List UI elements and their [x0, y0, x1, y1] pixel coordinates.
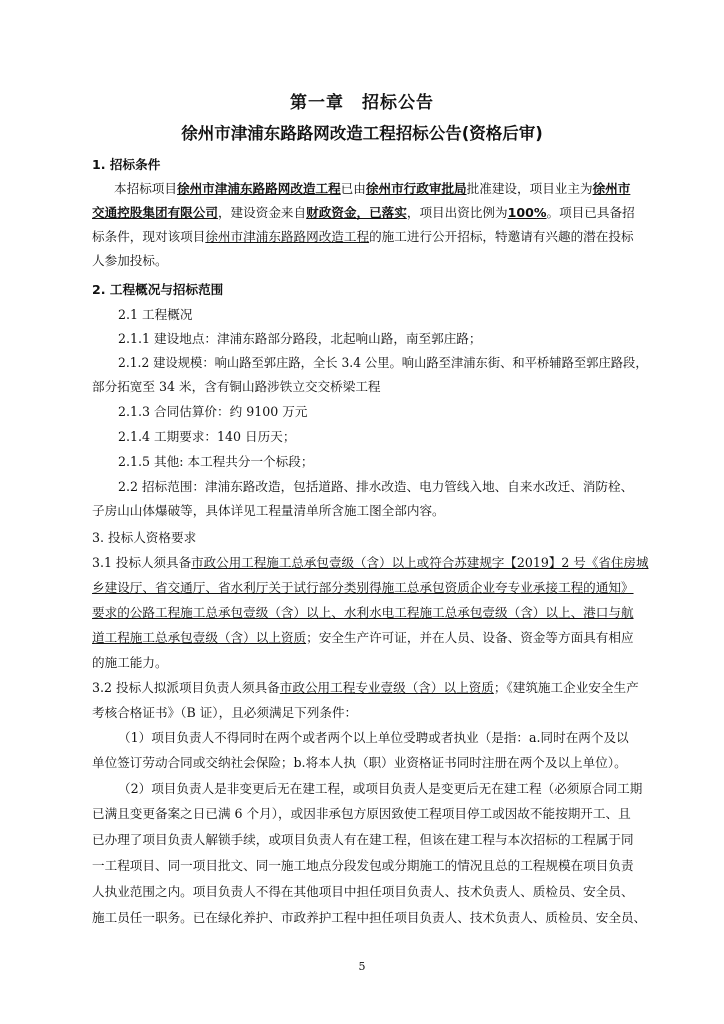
section-2-heading: 2. 工程概况与招标范围 [92, 282, 224, 297]
condition-2-line-5: 人执业范围之内。项目负责人不得在其他项目中担任项目负责人、技术负责人、质检员、安全员、 [92, 884, 634, 899]
section-3-heading: 3. 投标人资格要求 [92, 530, 197, 545]
condition-2-line-2: 已满且变更备案之日已满 6 个月），或因非承包方原因致使工程项目停工或因故不能按期开工、且 [92, 806, 631, 821]
text: 的施工进行公开招标，特邀请有兴趣的潜在投标 [369, 229, 634, 244]
section-3-1-line-5: 的施工能力。 [92, 655, 168, 670]
chapter-number: 第一章 [290, 93, 344, 113]
text: 批准建设，项目业主为 [466, 181, 593, 196]
section-2-2: 2.2 招标范围：津浦东路改造，包括道路、排水改造、电力管线入地、自来水改迁、消防栓、 [118, 479, 634, 494]
condition-2-line-4: 一工程项目、同一项目批文、同一施工地点分段发包或分期施工的情况且总的工程规模在项目负责 [92, 858, 634, 873]
project-name: 徐州市津浦东路路网改造工程 [176, 181, 341, 196]
section-2-1-2-cont: 部分拓宽至 34 米，含有铜山路涉铁立交交桥梁工程 [92, 379, 381, 394]
section-1-line-4: 人参加投标。 [92, 253, 168, 268]
qualification-text: 市政公用工程施工总承包壹级（含）以上或符合苏建规字【2019】2 号《省住房城 [191, 555, 649, 570]
section-1-heading: 1. 招标条件 [92, 157, 161, 172]
condition-1-line-2: 单位签订劳动合同或交纳社会保险；b.将本人执（职）业资格证书同时注册在两个及以上单位）。 [92, 755, 627, 770]
funding-ratio: 100% [507, 205, 547, 220]
condition-2-line-6: 施工员任一职务。已在绿化养护、市政养护工程中担任项目负责人、技术负责人、质检员、安全员、 [92, 910, 647, 925]
section-1-line-3 [92, 229, 634, 245]
section-2-1: 2.1 工程概况 [118, 307, 193, 322]
section-3-1-line-4 [92, 630, 634, 646]
text: ，项目出资比例为 [406, 205, 508, 220]
approval-authority: 徐州市行政审批局 [365, 181, 467, 196]
qualification-text: 道工程施工总承包壹级（含）以上资质 [92, 630, 307, 645]
text: 3.2 投标人拟派项目负责人须具备 [92, 680, 280, 695]
section-2-1-1: 2.1.1 建设地点：津浦东路部分路段，北起响山路，南至郭庄路； [118, 331, 482, 346]
manager-qualification: 市政公用工程专业壹级（含）以上资质 [279, 680, 494, 695]
text: ；安全生产许可证，并在人员、设备、资金等方面具有相应 [306, 630, 634, 645]
page-number: 5 [358, 960, 366, 973]
section-2-1-3: 2.1.3 合同估算价：约 9100 万元 [118, 404, 308, 419]
notice-title: 徐州市津浦东路路网改造工程招标公告(资格后审) [181, 124, 543, 143]
section-2-1-4: 2.1.4 工期要求：140 日历天； [118, 429, 296, 444]
chapter-title [0, 88, 724, 113]
owner-name-part1: 徐州市 [592, 181, 631, 196]
section-3-2-line-2: 考核合格证书》（B 证），且必须满足下列条件： [92, 705, 358, 720]
text: ；《建筑施工企业安全生产 [493, 680, 639, 695]
condition-2-line-3: 已办理了项目负责人解锁手续，或项目负责人有在建工程，但该在建工程与本次招标的工程属于同 [92, 832, 634, 847]
text: 3.1 投标人须具备 [92, 555, 192, 570]
section-3-2-line-1 [92, 680, 639, 696]
section-3-1-line-1 [92, 555, 648, 571]
condition-1-line-1: （1）项目负责人不得同时在两个或者两个以上单位受聘或者执业（是指：a.同时在两个及以 [118, 730, 629, 745]
section-2-2-cont: 子房山山体爆破等，具体详见工程量清单所含施工图全部内容。 [92, 503, 445, 518]
text: 标条件，现对该项目 [92, 229, 206, 244]
owner-name-part2: 交通控股集团有限公司 [92, 205, 218, 220]
chapter-name: 招标公告 [362, 93, 434, 113]
condition-2-line-1: （2）项目负责人是非变更后无在建工程，或项目负责人是变更后无在建工程（必须原合同工期 [118, 781, 643, 796]
text: 。项目已具备招 [546, 205, 635, 220]
section-2-1-2: 2.1.2 建设规模：响山路至郭庄路，全长 3.4 公里。响山路至津浦东街、和平桥辅路至郭庄路段， [118, 355, 648, 370]
text: 已由 [340, 181, 366, 196]
section-1-line-2 [92, 205, 635, 221]
funding-source: 财政资金，已落实 [306, 205, 407, 220]
section-2-1-5: 2.1.5 其他: 本工程共分一个标段； [118, 454, 314, 469]
text: ，建设资金来自 [217, 205, 307, 220]
section-1-line-1 [114, 181, 630, 197]
project-name-ref: 徐州市津浦东路路网改造工程 [205, 229, 370, 244]
section-3-1-line-3: 要求的公路工程施工总承包壹级（含）以上、水利水电工程施工总承包壹级（含）以上、港口与航 [92, 605, 634, 620]
section-3-1-line-2: 乡建设厅、省交通厅、省水利厅关于试行部分类别得施工总承包资质企业夸专业承接工程的通知》 [92, 580, 634, 595]
text: 本招标项目 [114, 181, 177, 196]
